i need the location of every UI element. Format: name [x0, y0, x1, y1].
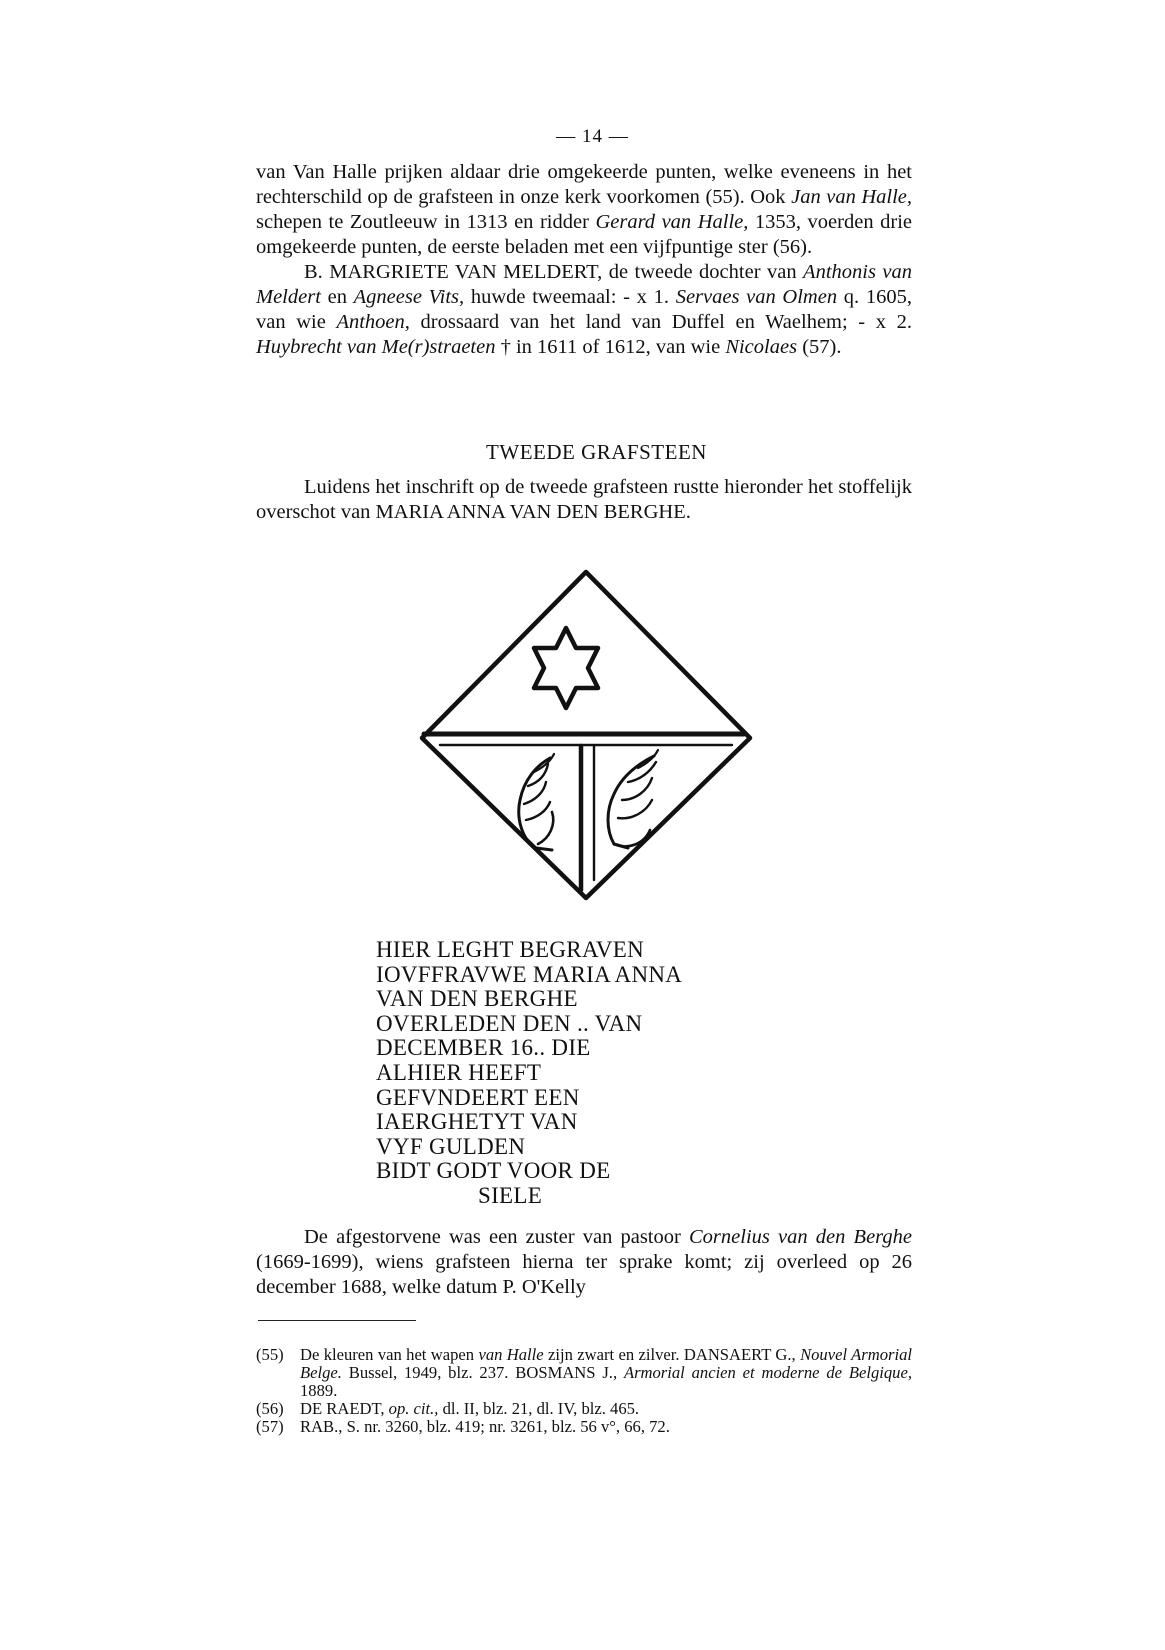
inscription-line: VYF GULDEN [376, 1133, 526, 1159]
text-block-bottom [256, 1225, 912, 1300]
footnote-text: De kleuren van het wapen van Halle zijn zwart en zilver. DANSAERT G., Nouvel Armorial Belge. Bussel, 1949, blz. 237. BOSMANS J., Armorial ancien et moderne de Belgique, 1889. [300, 1345, 912, 1400]
inscription-line: IAERGHETYT VAN [376, 1109, 578, 1135]
coat-of-arms-illustration [418, 568, 754, 902]
inscription-line: GEFVNDEERT EEN [376, 1084, 580, 1110]
section-heading: TWEEDE GRAFSTEEN [486, 440, 707, 464]
inscription-line: BIDT GODT VOOR DE [376, 1158, 611, 1184]
footnote-text: RAB., S. nr. 3260, blz. 419; nr. 3261, blz. 56 v°, 66, 72. [300, 1417, 670, 1436]
inscription-line: VAN DEN BERGHE [376, 986, 578, 1012]
name-jan-van-halle: Jan van Halle, [791, 186, 913, 208]
text-block-intro [256, 475, 912, 525]
page-number: — 14 — [556, 126, 629, 147]
inscription-line: OVERLEDEN DEN .. VAN [376, 1010, 643, 1036]
footnote-text: DE RAEDT, op. cit., dl. II, blz. 21, dl. IV, blz. 465. [300, 1399, 640, 1418]
footnotes [256, 1346, 912, 1436]
name-gerard-van-halle: Gerard van Halle, [595, 211, 749, 233]
footnote-mark: (57) [256, 1417, 284, 1436]
text-block-top [256, 160, 912, 360]
footnote-separator [258, 1320, 416, 1321]
star-icon [534, 628, 598, 708]
left-wing-icon [519, 754, 554, 850]
paragraph-inscription-intro: Luidens het inschrift op de tweede grafsteen rustte hieronder het stoffelijk overschot van MARIA ANNA VAN DEN BERGHE. [256, 476, 912, 523]
inscription-line: SIELE [478, 1182, 543, 1208]
paragraph-deceased: De afgestorvene was een zuster van pastoor Cornelius van den Berghe (1669-1699), wiens grafsteen hierna ter sprake komt; zij overleed op 26 december 1688, welke datum P. O'Kelly [256, 1226, 912, 1298]
inscription-line: HIER LEGHT BEGRAVEN [376, 937, 645, 962]
inscription-line: DECEMBER 16.. DIE [376, 1035, 591, 1061]
footnote-mark: (55) [256, 1345, 284, 1364]
name-cornelius-van-den-berghe: Cornelius van den Berghe [689, 1226, 912, 1248]
paragraph-margriete-van-meldert: B. MARGRIETE VAN MELDERT, de tweede dochter van Anthonis van Meldert en Agneese Vits, huwde tweemaal: - x 1. Servaes van Olmen q. 1605, van wie Anthoen, drossaard van het land van Duffel en Waelhem; - x 2. Huybrecht van Me(r)straeten † in 1611 of 1612, van wie Nicolaes (57). [256, 261, 913, 358]
inscription-line: IOVFFRAVWE MARIA ANNA [376, 961, 683, 987]
footnote-55 [256, 1346, 912, 1400]
footnote-56 [256, 1400, 912, 1418]
footnote-57 [256, 1418, 912, 1436]
footnote-mark: (56) [256, 1399, 284, 1418]
paragraph-van-halle: van Van Halle prijken aldaar drie omgekeerde punten, welke eveneens in het rechterschild op de grafsteen in onze kerk voorkomen (55). Ook Jan van Halle, schepen te Zoutleeuw in 1313 en ridder Gerard van Halle, 1353, voerden drie omgekeerde punten, de eerste beladen met een vijfpuntige ster (56). [256, 161, 913, 258]
tombstone-inscription [376, 938, 682, 1209]
inscription-line: ALHIER HEEFT [376, 1059, 542, 1085]
